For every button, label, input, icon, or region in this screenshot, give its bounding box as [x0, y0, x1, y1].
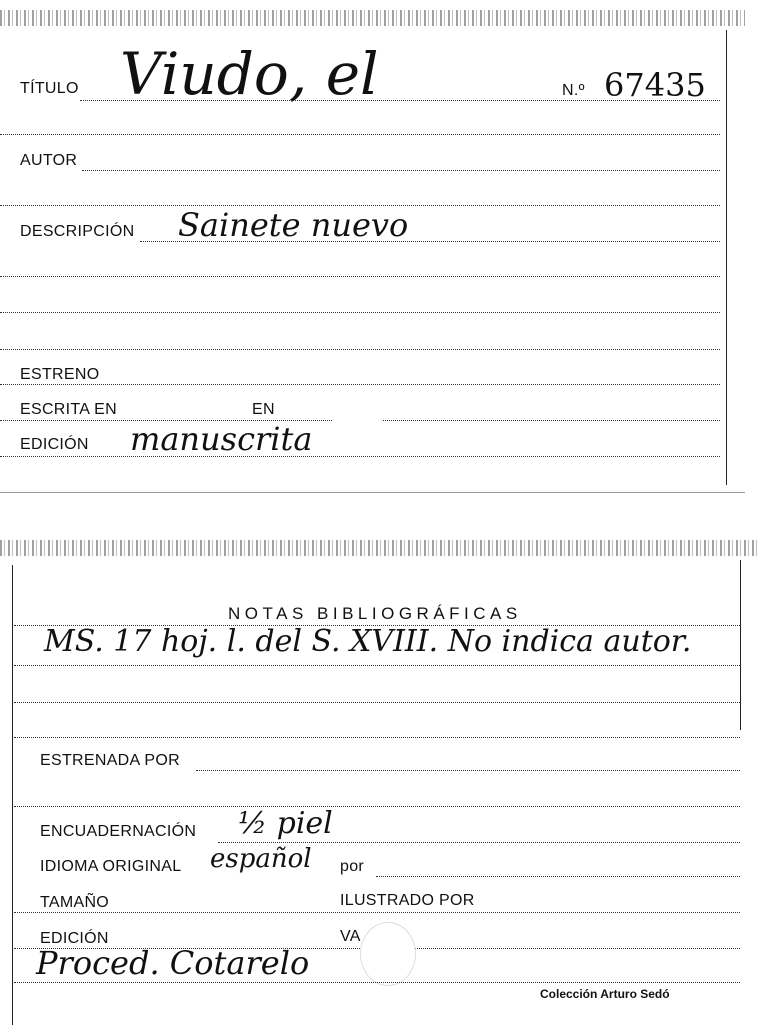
edicion-back-label: EDICIÓN	[40, 930, 109, 947]
autor-line	[82, 170, 720, 171]
autor-label: AUTOR	[20, 152, 78, 169]
torn-top-edge	[0, 540, 759, 556]
idioma-line	[376, 876, 740, 877]
left-border	[12, 565, 13, 1025]
paper-hole	[360, 922, 416, 986]
ruled-line	[0, 134, 720, 135]
descripcion-line	[140, 241, 720, 242]
catalog-card-front	[0, 0, 745, 490]
right-border	[740, 560, 741, 730]
encuadernacion-label: ENCUADERNACIÓN	[40, 823, 197, 840]
torn-top-edge	[0, 10, 745, 26]
titulo-line	[80, 100, 720, 101]
descripcion-value: Sainete nuevo	[178, 206, 409, 244]
ruled-line	[0, 349, 720, 350]
por-label: por	[340, 858, 365, 875]
card-separator	[0, 492, 745, 493]
ruled-line	[0, 312, 720, 313]
estrenada-line	[196, 770, 740, 771]
notas-title: NOTAS BIBLIOGRÁFICAS	[228, 604, 522, 623]
edicion-label: EDICIÓN	[20, 436, 89, 453]
estreno-line	[0, 384, 720, 385]
ruled-line	[14, 737, 740, 738]
ilustrado-label: ILUSTRADO POR	[340, 892, 475, 909]
titulo-value: Viudo, el	[120, 40, 379, 108]
ruled-line	[0, 276, 720, 277]
idioma-value: español	[210, 844, 312, 874]
ruled-line	[14, 665, 740, 666]
procedencia-value: Proced. Cotarelo	[36, 944, 310, 982]
idioma-label: IDIOMA ORIGINAL	[40, 858, 182, 875]
ruled-line	[14, 702, 740, 703]
descripcion-label: DESCRIPCIÓN	[20, 223, 135, 240]
edicion-value: manuscrita	[130, 420, 313, 458]
numero-label: N.º	[562, 82, 585, 99]
notas-value: MS. 17 hoj. l. del S. XVIII. No indica autor.	[44, 624, 692, 659]
edicion-line	[0, 456, 720, 457]
paper-hole	[332, 400, 382, 446]
en-label: EN	[252, 401, 275, 418]
estrenada-label: ESTRENADA POR	[40, 752, 180, 769]
ruled-line	[14, 806, 740, 807]
encuadernacion-value: ½ piel	[238, 806, 333, 841]
escrita-en-label: ESCRITA EN	[20, 401, 117, 418]
va-label: VA	[340, 928, 361, 945]
tamano-label: TAMAÑO	[40, 894, 110, 911]
collection-credit: Colección Arturo Sedó	[540, 987, 670, 1001]
encuadernacion-line	[218, 842, 740, 843]
estreno-label: ESTRENO	[20, 366, 100, 383]
tamano-line	[14, 912, 740, 913]
ruled-line	[14, 982, 740, 983]
numero-value: 67435	[604, 66, 706, 104]
right-border	[726, 30, 727, 485]
titulo-label: TÍTULO	[20, 80, 79, 97]
